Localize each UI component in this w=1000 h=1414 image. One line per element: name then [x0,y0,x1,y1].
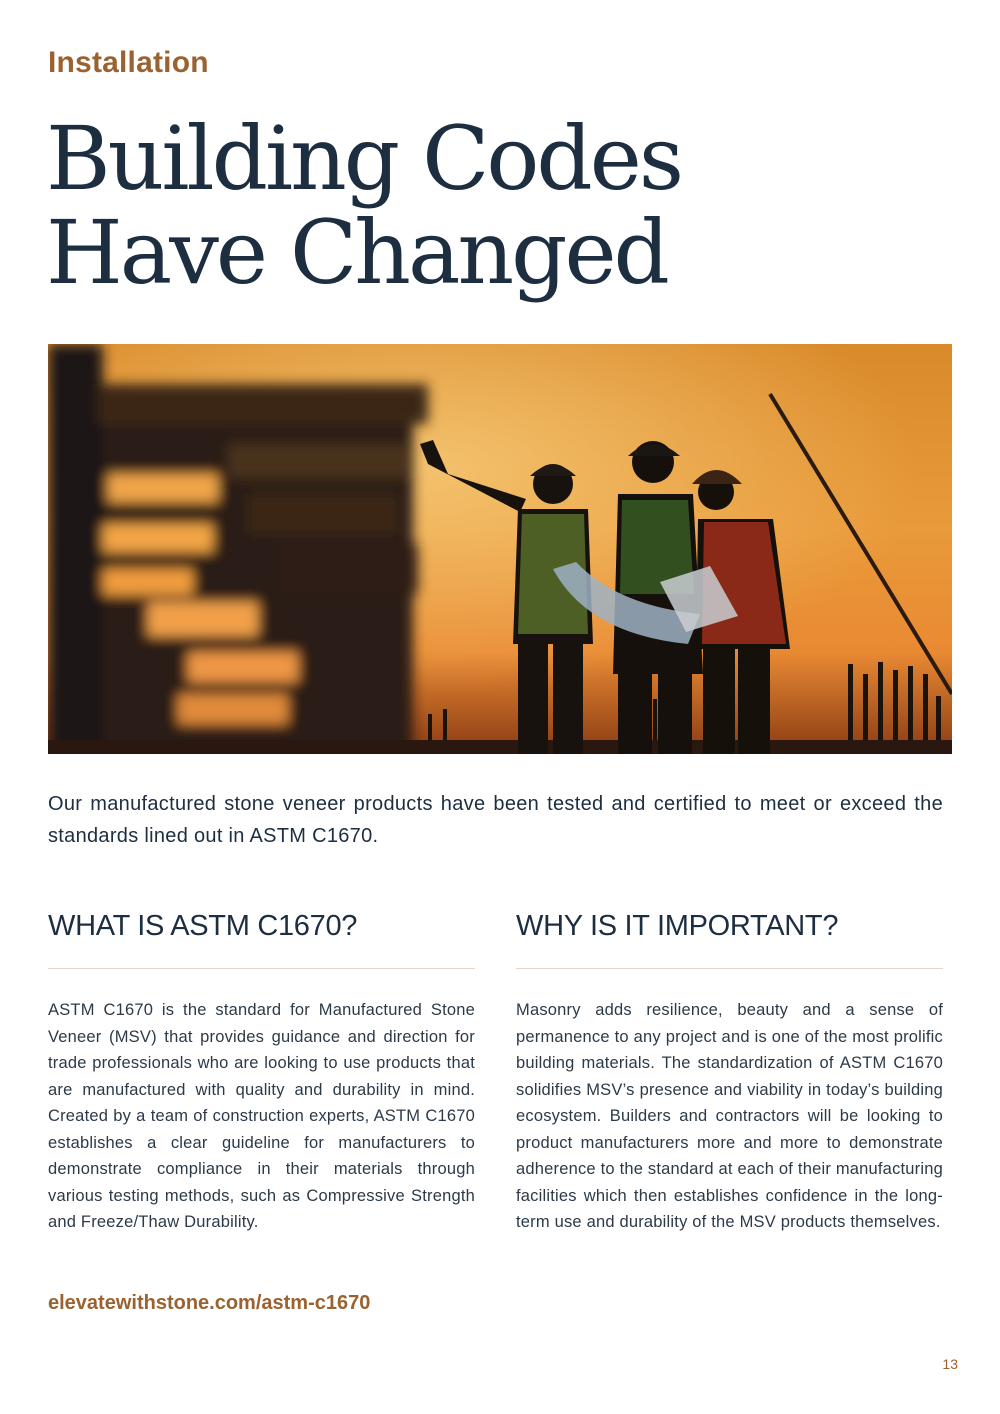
what-is-section [48,906,475,1236]
why-important-body: Masonry adds resilience, beauty and a sense of permanence to any project and is one of the most prolific building materials. The standardization of ASTM C1670 solidifies MSV’s presence and viability in today’s building ecosystem. Builders and contractors will be looking to product manufacturers more and more to demonstrate adherence to the standard at each of their manufacturing facilities which then establishes confidence in the long-term use and durability of the MSV products themselves. [516,1001,943,1231]
astm-link[interactable]: elevatewithstone.com/astm-c1670 [48,1292,371,1314]
what-is-heading: WHAT IS ASTM C1670? [48,910,358,942]
intro-paragraph: Our manufactured stone veneer products have been tested and certified to meet or exceed the standards lined out in ASTM C1670. [48,793,943,847]
page-title-line-2: Have Changed [46,201,667,304]
page-title-line-1: Building Codes [46,107,681,210]
divider [48,968,475,969]
why-important-heading: WHY IS IT IMPORTANT? [516,910,839,942]
page-number: 13 [942,1356,958,1372]
page-title [46,107,746,304]
section-label: Installation [48,46,209,79]
hero-image [48,344,952,754]
what-is-body: ASTM C1670 is the standard for Manufactured Stone Veneer (MSV) that provides guidance and direction for trade professionals who are looking to use products that are manufactured with quality and durability in mind. Created by a team of construction experts, ASTM C1670 establishes a clear guideline for manufacturers to demonstrate compliance in their materials through various testing methods, such as Compressive Strength and Freeze/Thaw Durability. [48,1001,475,1231]
divider [516,968,943,969]
why-important-section [516,906,943,1236]
